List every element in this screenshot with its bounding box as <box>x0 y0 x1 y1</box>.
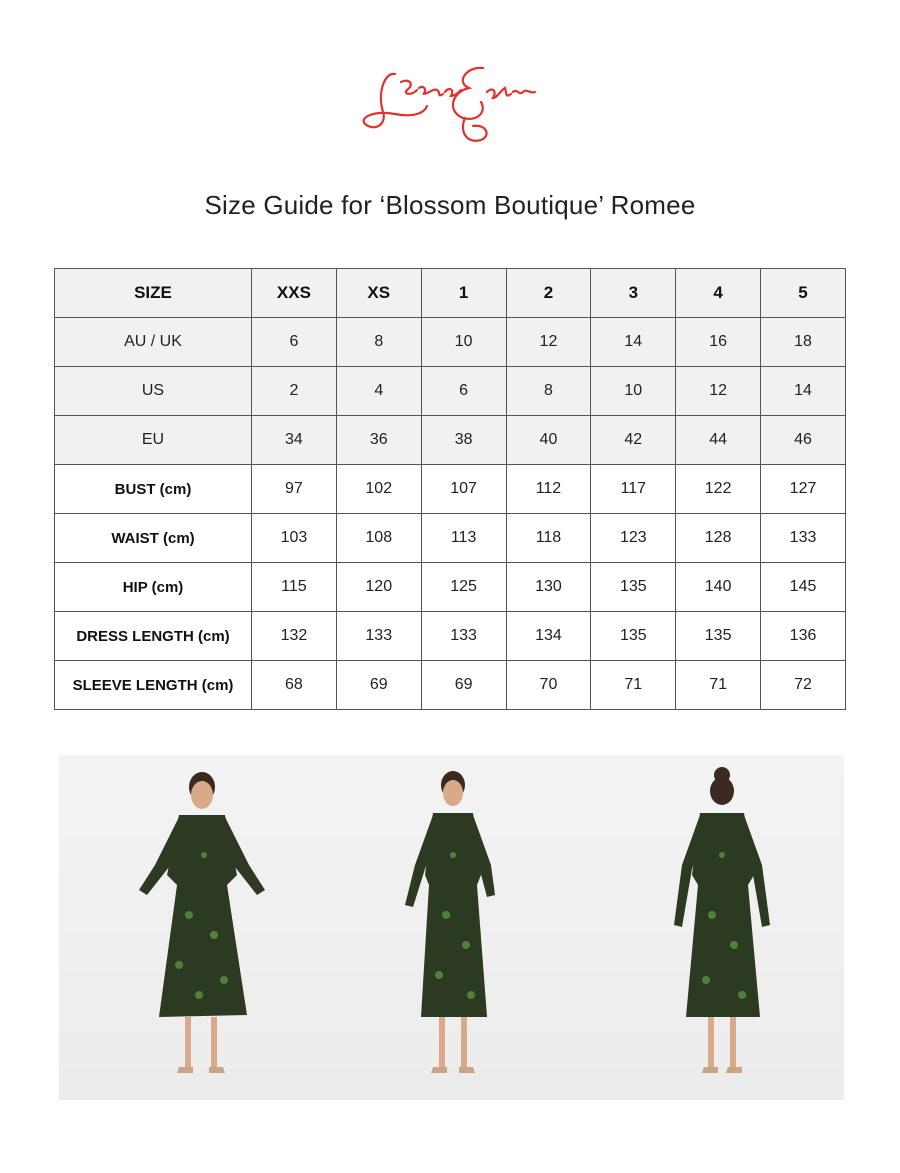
table-cell: 112 <box>506 465 591 514</box>
table-cell: 46 <box>761 416 846 465</box>
header-size-cell: 5 <box>761 269 846 318</box>
table-cell: 135 <box>591 612 676 661</box>
row-label: HIP (cm) <box>55 563 252 612</box>
header-size-cell: 2 <box>506 269 591 318</box>
table-cell: 108 <box>336 514 421 563</box>
table-cell: 16 <box>676 318 761 367</box>
table-cell: 130 <box>506 563 591 612</box>
table-row <box>55 318 846 367</box>
table-row <box>55 514 846 563</box>
table-row <box>55 465 846 514</box>
table-cell: 34 <box>252 416 337 465</box>
table-cell: 122 <box>676 465 761 514</box>
model-photo-back <box>582 755 844 1100</box>
table-cell: 18 <box>761 318 846 367</box>
table-cell: 36 <box>336 416 421 465</box>
model-photos <box>59 755 844 1100</box>
row-label: US <box>55 367 252 416</box>
table-cell: 70 <box>506 661 591 710</box>
table-cell: 128 <box>676 514 761 563</box>
header-size-cell: 3 <box>591 269 676 318</box>
table-cell: 117 <box>591 465 676 514</box>
row-label: BUST (cm) <box>55 465 252 514</box>
table-cell: 6 <box>421 367 506 416</box>
table-cell: 133 <box>761 514 846 563</box>
table-cell: 118 <box>506 514 591 563</box>
logo-signature-image <box>355 52 545 152</box>
table-header-row <box>55 269 846 318</box>
table-cell: 8 <box>506 367 591 416</box>
table-cell: 14 <box>761 367 846 416</box>
table-cell: 38 <box>421 416 506 465</box>
model-photo-front <box>59 755 321 1100</box>
table-cell: 136 <box>761 612 846 661</box>
brand-logo <box>355 52 545 152</box>
model-photo-side <box>321 755 583 1100</box>
header-size-cell: XXS <box>252 269 337 318</box>
row-label: DRESS LENGTH (cm) <box>55 612 252 661</box>
table-cell: 133 <box>336 612 421 661</box>
table-cell: 71 <box>676 661 761 710</box>
table-cell: 71 <box>591 661 676 710</box>
table-cell: 8 <box>336 318 421 367</box>
table-cell: 6 <box>252 318 337 367</box>
table-cell: 140 <box>676 563 761 612</box>
table-cell: 4 <box>336 367 421 416</box>
table-cell: 107 <box>421 465 506 514</box>
table-cell: 14 <box>591 318 676 367</box>
size-guide-table <box>54 268 846 710</box>
row-label: AU / UK <box>55 318 252 367</box>
header-size-cell: 4 <box>676 269 761 318</box>
table-row <box>55 563 846 612</box>
table-cell: 127 <box>761 465 846 514</box>
header-size-cell: 1 <box>421 269 506 318</box>
table-cell: 68 <box>252 661 337 710</box>
table-cell: 123 <box>591 514 676 563</box>
table-row <box>55 367 846 416</box>
table-cell: 134 <box>506 612 591 661</box>
table-cell: 145 <box>761 563 846 612</box>
table-cell: 10 <box>421 318 506 367</box>
table-cell: 135 <box>676 612 761 661</box>
row-label: SLEEVE LENGTH (cm) <box>55 661 252 710</box>
table-cell: 133 <box>421 612 506 661</box>
table-row <box>55 612 846 661</box>
table-cell: 135 <box>591 563 676 612</box>
table-cell: 12 <box>676 367 761 416</box>
table-cell: 120 <box>336 563 421 612</box>
table-cell: 72 <box>761 661 846 710</box>
table-cell: 69 <box>421 661 506 710</box>
table-cell: 103 <box>252 514 337 563</box>
table-cell: 2 <box>252 367 337 416</box>
row-label: EU <box>55 416 252 465</box>
table-cell: 115 <box>252 563 337 612</box>
table-cell: 97 <box>252 465 337 514</box>
header-size-label: SIZE <box>55 269 252 318</box>
table-cell: 69 <box>336 661 421 710</box>
table-row <box>55 416 846 465</box>
table-cell: 132 <box>252 612 337 661</box>
table-cell: 113 <box>421 514 506 563</box>
table-cell: 12 <box>506 318 591 367</box>
row-label: WAIST (cm) <box>55 514 252 563</box>
table-row <box>55 661 846 710</box>
page-title: Size Guide for ‘Blossom Boutique’ Romee <box>204 190 696 220</box>
table-cell: 10 <box>591 367 676 416</box>
header-size-cell: XS <box>336 269 421 318</box>
table-cell: 42 <box>591 416 676 465</box>
table-cell: 44 <box>676 416 761 465</box>
table-cell: 125 <box>421 563 506 612</box>
table-cell: 102 <box>336 465 421 514</box>
table-cell: 40 <box>506 416 591 465</box>
